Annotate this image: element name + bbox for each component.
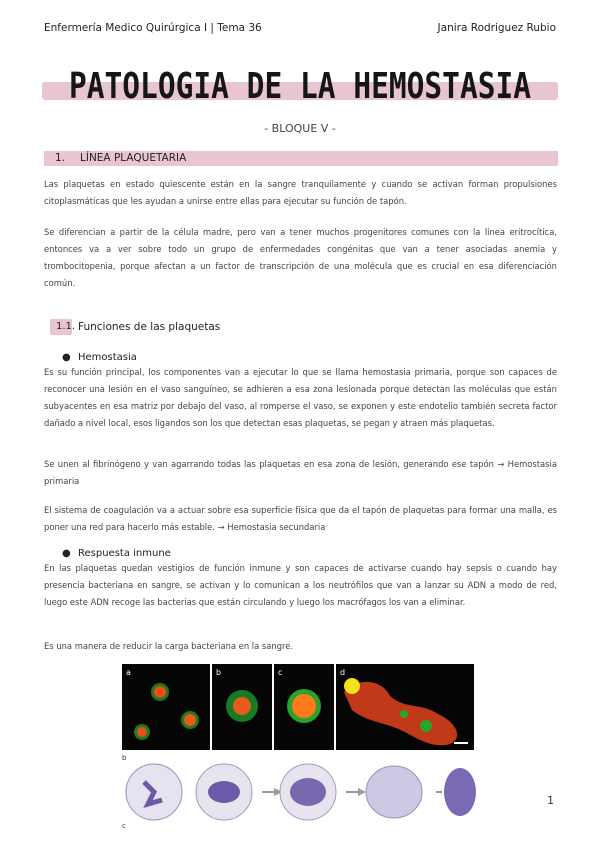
- netosis-figure: [120, 662, 476, 832]
- panel-label: c: [122, 822, 126, 830]
- paragraph-inmune-1: En las plaquetas quedan vestigios de función inmune y son capaces de activarse cuando hay sepsis o cuando hay presencia bacteriana en sangre, se activan y lo comunican a los neutrófilos que van a lanzar su ADN a modo de red, luego este ADN recoge las bacterias que están circulando y luego los macrófagos los van a eliminar.: [44, 563, 557, 607]
- panel-label: b: [216, 668, 222, 677]
- running-header-left: Enfermería Medico Quirúrgica I | Tema 36: [44, 22, 262, 34]
- paragraph-intro: Las plaquetas en estado quiescente están en la sangre tranquilamente y cuando se activan forman propulsiones citoplasmáticas que les ayudan a unirse entre ellas para ejecutar su función de tapón.: [44, 179, 557, 206]
- micrograph-panel-c: [274, 664, 334, 750]
- paragraph-hemostasia-2: Se unen al fibrinógeno y van agarrando todas las plaquetas en esa zona de lesión, generando ese tapón → Hemostasia primaria: [44, 459, 557, 486]
- document-title: PATOLOGIA DE LA HEMOSTASIA: [68, 66, 532, 107]
- running-header-author: Janira Rodriguez Rubio: [437, 22, 556, 34]
- paragraph-differentiation: Se diferencian a partir de la célula madre, pero van a tener muchos progenitores comunes con la línea eritrocítica, entonces va a ver sobre todo un grupo de enfermedades congénitas que van a tener asociadas anemia y trombocitopenia, porque afectan a un factor de transcripción de una molécula que es crucial en esa diferenciación común.: [44, 227, 557, 288]
- paragraph-hemostasia-1: Es su función principal, los componentes van a ejecutar lo que se llama hemostasia primaria, porque son capaces de reconocer una lesión en el vaso sanguíneo, se adhieren a esa zona lesionada porque detectan las moléculas que están subyacentes en esa matriz por debajo del vaso, al romperse el vaso, se exponen y este endotelio también secreta factor dañado a nivel local, esos ligandos son los que detectan esas plaquetas, se pegan y atraen más plaquetas.: [44, 367, 557, 428]
- paragraph-inmune-2: Es una manera de reducir la carga bacteriana en la sangre.: [44, 641, 294, 651]
- page-number: 1: [547, 794, 554, 807]
- section-number: 1.: [55, 152, 66, 164]
- bullet-dot-icon: ●: [62, 548, 71, 559]
- bullet-hemostasia-label: Hemostasia: [78, 352, 137, 363]
- panel-label: a: [126, 668, 131, 677]
- bullet-dot-icon: ●: [62, 352, 71, 363]
- subsection-title: Funciones de las plaquetas: [78, 321, 221, 333]
- subsection-number: 1.1.: [56, 321, 76, 332]
- micrograph-panel-d: [336, 664, 474, 750]
- micrograph-panel-b: [212, 664, 272, 750]
- paragraph-hemostasia-3: El sistema de coagulación va a actuar sobre esa superficie física que da el tapón de plaquetas para formar una malla, es poner una red para hacerlo más estable. → Hemostasia secundaria: [44, 505, 557, 532]
- document-subtitle: - BLOQUE V -: [264, 122, 336, 135]
- panel-label: b: [122, 754, 127, 762]
- micrograph-panel-a: [122, 664, 210, 750]
- bullet-inmune-label: Respuesta inmune: [78, 548, 171, 559]
- section-title: LÍNEA PLAQUETARIA: [80, 152, 187, 164]
- panel-label: d: [340, 668, 346, 677]
- panel-label: c: [278, 668, 283, 677]
